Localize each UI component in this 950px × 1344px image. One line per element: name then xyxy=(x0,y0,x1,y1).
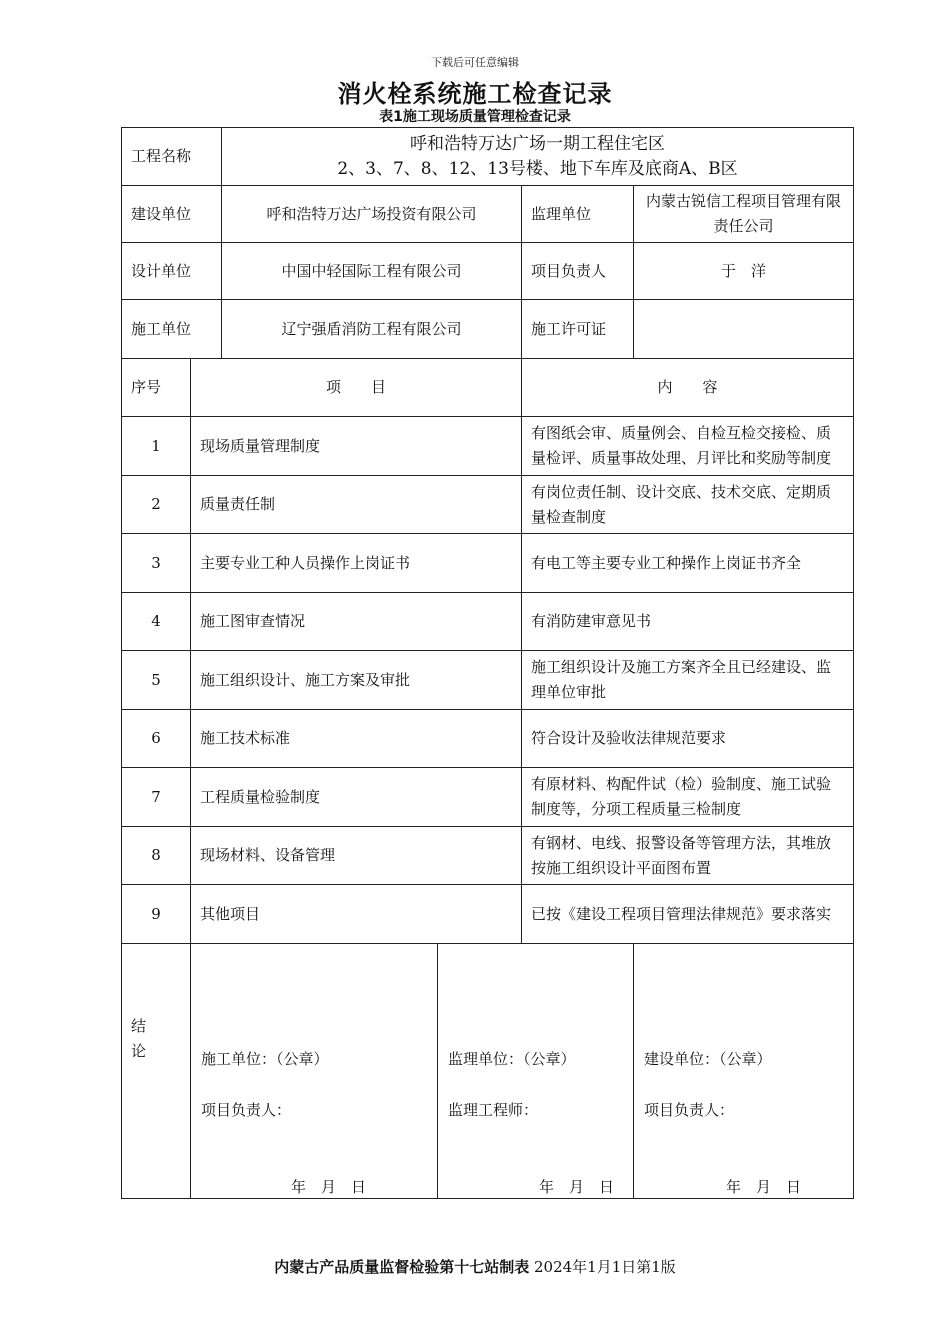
project-name-line2: 2、3、7、8、12、13号楼、地下车库及底商A、B区 xyxy=(337,158,738,179)
row-content: 有原材料、构配件试（检）验制度、施工试验制度等，分项工程质量三检制度 xyxy=(522,768,854,827)
conclusion-label-line1: 结 xyxy=(131,1017,147,1035)
builder-seal-label: 建设单位：（公章） xyxy=(644,1050,772,1068)
builder-person-label: 项目负责人： xyxy=(644,1101,735,1119)
footer-date-version: 2024年1月1日第1版 xyxy=(533,1258,676,1276)
permit-label: 施工许可证 xyxy=(522,300,634,359)
project-name-row xyxy=(122,128,854,186)
builder-signature-block xyxy=(634,944,854,1199)
row-content: 已按《建设工程项目管理法律规范》要求落实 xyxy=(522,885,854,944)
row-no: 3 xyxy=(122,534,191,593)
contractor-date-label: 年 月 日 xyxy=(291,1178,367,1196)
row-item: 质量责任制 xyxy=(191,476,522,534)
supervisor-signature-block xyxy=(438,944,634,1199)
contractor-person-label: 项目负责人： xyxy=(201,1101,292,1119)
row-content: 有图纸会审、质量例会、自检互检交接检、质量检评、质量事故处理、月评比和奖励等制度 xyxy=(522,417,854,476)
builder-value: 呼和浩特万达广场投资有限公司 xyxy=(222,186,522,243)
row-content: 有岗位责任制、设计交底、技术交底、定期质量检查制度 xyxy=(522,476,854,534)
designer-row xyxy=(122,243,854,300)
row-item: 施工组织设计、施工方案及审批 xyxy=(191,651,522,710)
contractor-row xyxy=(122,300,854,359)
contractor-value: 辽宁强盾消防工程有限公司 xyxy=(222,300,522,359)
inspection-record-table xyxy=(121,127,854,1199)
row-item: 其他项目 xyxy=(191,885,522,944)
table-row xyxy=(122,534,854,593)
table-row xyxy=(122,593,854,651)
row-no: 1 xyxy=(122,417,191,476)
designer-value: 中国中轻国际工程有限公司 xyxy=(222,243,522,300)
row-content: 符合设计及验收法律规范要求 xyxy=(522,710,854,768)
footer-org: 内蒙古产品质量监督检验第十七站制表 xyxy=(274,1258,530,1276)
conclusion-label-line2: 论 xyxy=(131,1042,147,1060)
contractor-signature-block xyxy=(191,944,438,1199)
project-manager-label: 项目负责人 xyxy=(522,243,634,300)
row-no: 8 xyxy=(122,827,191,885)
header-item: 项 目 xyxy=(191,359,522,417)
row-item: 施工技术标准 xyxy=(191,710,522,768)
row-item: 现场材料、设备管理 xyxy=(191,827,522,885)
builder-row xyxy=(122,186,854,243)
page-title: 消火栓系统施工检查记录 xyxy=(337,80,613,108)
items-header-row xyxy=(122,359,854,417)
designer-label: 设计单位 xyxy=(122,243,222,300)
row-content: 施工组织设计及施工方案齐全且已经建设、监理单位审批 xyxy=(522,651,854,710)
table-row xyxy=(122,827,854,885)
row-no: 5 xyxy=(122,651,191,710)
project-manager-value: 于 洋 xyxy=(634,243,854,300)
project-name-line1: 呼和浩特万达广场一期工程住宅区 xyxy=(410,133,666,154)
row-item: 施工图审查情况 xyxy=(191,593,522,651)
table-row xyxy=(122,651,854,710)
table-row xyxy=(122,710,854,768)
footer xyxy=(0,1256,950,1277)
row-content: 有消防建审意见书 xyxy=(522,593,854,651)
table-row xyxy=(122,768,854,827)
download-note: 下载后可任意编辑 xyxy=(431,56,519,69)
permit-value xyxy=(634,300,854,359)
supervisor-seal-label: 监理单位：（公章） xyxy=(448,1050,576,1068)
row-no: 6 xyxy=(122,710,191,768)
row-no: 4 xyxy=(122,593,191,651)
table-row xyxy=(122,476,854,534)
header-content: 内 容 xyxy=(522,359,854,417)
row-item: 现场质量管理制度 xyxy=(191,417,522,476)
conclusion-label xyxy=(122,944,191,1199)
row-no: 9 xyxy=(122,885,191,944)
builder-label: 建设单位 xyxy=(122,186,222,243)
row-no: 2 xyxy=(122,476,191,534)
builder-date-label: 年 月 日 xyxy=(726,1178,802,1196)
supervisor-date-label: 年 月 日 xyxy=(539,1178,615,1196)
row-content: 有钢材、电线、报警设备等管理方法，其堆放按施工组织设计平面图布置 xyxy=(522,827,854,885)
supervisor-label: 监理单位 xyxy=(522,186,634,243)
row-item: 主要专业工种人员操作上岗证书 xyxy=(191,534,522,593)
contractor-seal-label: 施工单位：（公章） xyxy=(201,1050,329,1068)
supervisor-value: 内蒙古锐信工程项目管理有限责任公司 xyxy=(634,186,854,243)
page-subtitle: 表1施工现场质量管理检查记录 xyxy=(379,109,571,125)
project-name-value xyxy=(222,128,854,186)
table-row xyxy=(122,885,854,944)
project-name-label: 工程名称 xyxy=(122,128,222,186)
row-content: 有电工等主要专业工种操作上岗证书齐全 xyxy=(522,534,854,593)
table-row xyxy=(122,417,854,476)
row-item: 工程质量检验制度 xyxy=(191,768,522,827)
conclusion-row xyxy=(122,944,854,1199)
supervisor-engineer-label: 监理工程师： xyxy=(448,1101,539,1119)
header-no: 序号 xyxy=(122,359,191,417)
contractor-label: 施工单位 xyxy=(122,300,222,359)
row-no: 7 xyxy=(122,768,191,827)
